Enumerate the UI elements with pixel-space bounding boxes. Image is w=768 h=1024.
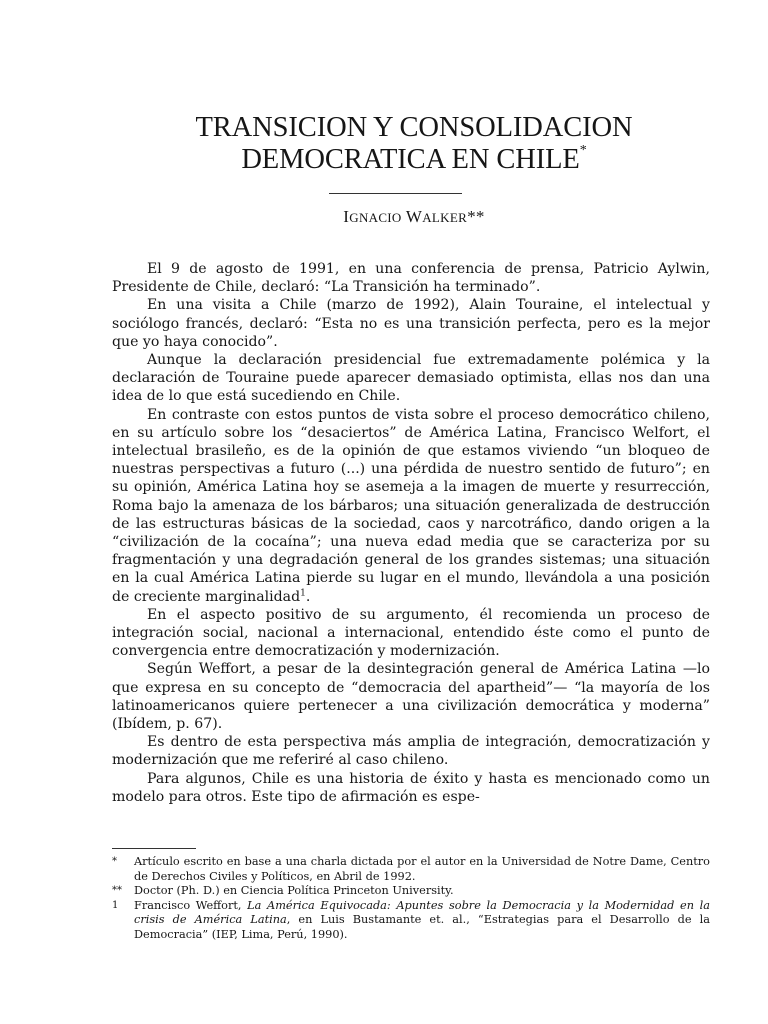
title-divider	[329, 193, 462, 194]
footnote-reference: 1	[300, 587, 306, 598]
paragraph-text: El 9 de agosto de 1991, en una conferencia de prensa, Patricio Aylwin, Presidente de Chile, declaró: “La Transición ha terminado”.	[112, 261, 710, 296]
footnote-marker: *	[112, 856, 117, 867]
paragraph-text: Para algunos, Chile es una historia de éxito y hasta es mencionado como un modelo para otros. Este tipo de afirmación es espe-	[112, 770, 710, 805]
title-line-2	[0, 144, 768, 176]
author-first-rest: GNACIO	[349, 210, 402, 225]
article-title	[0, 112, 768, 176]
footnote	[112, 899, 710, 943]
footnote-book-title: La América Equivocada: Apuntes sobre la Democracia y la Modernidad en la crisis de América Latina	[134, 898, 711, 926]
title-line-2-text: DEMOCRATICA EN CHILE	[241, 144, 580, 175]
footnote-text: Doctor (Ph. D.) en Ciencia Política Princeton University.	[134, 884, 454, 897]
body-paragraph	[112, 260, 710, 296]
footnote-text-pre: Francisco Weffort,	[134, 898, 248, 912]
paragraph-text: Es dentro de esta perspectiva más amplia de integración, democratización y modernización que me referiré al caso chileno.	[112, 734, 710, 769]
body-paragraph	[112, 351, 710, 406]
title-line-1: TRANSICION Y CONSOLIDACION	[195, 112, 633, 143]
footnotes	[112, 855, 710, 942]
footnote	[112, 884, 710, 899]
title-footnote-marker: *	[579, 143, 587, 158]
footnote-text: Artículo escrito en base a una charla dictada por el autor en la Universidad de Notre Dame, Centro de Derechos Civiles y Políticos, en Abril de 1992.	[134, 855, 710, 883]
body-paragraph	[112, 733, 710, 769]
paragraph-text: Según Weffort, a pesar de la desintegración general de América Latina —lo que expresa en su concepto de “democracia del apartheid”— “la mayoría de los latinoamericanos quiere pertenecer a una civilización democrática y moderna” (Ibídem, p. 67).	[112, 661, 710, 733]
footnote-text-post: , en Luis Bustamante et. al., “Estrategias para el Desarrollo de la Democracia” (IEP, Lima, Perú, 1990).	[134, 913, 710, 941]
paragraph-text: En el aspecto positivo de su argumento, él recomienda un proceso de integración social, nacional a internacional, entendido éste como el punto de convergencia entre democratización y modernización.	[112, 606, 710, 660]
footnote-marker: 1	[112, 899, 119, 911]
author-first-initial: I	[343, 207, 350, 226]
footnote-marker: **	[112, 885, 122, 896]
paragraph-text: En contraste con estos puntos de vista sobre el proceso democrático chileno, en su artículo sobre los “desaciertos” de América Latina, Francisco Welfort, el intelectual brasileño, es de la opinión de que estamos viviendo “un bloqueo de nuestras perspectivas a futuro (...) una pérdida de nuestro sentido de futuro”; en su opinión, América Latina hoy se asemeja a la imagen de muerte y resurrección, Roma bajo la amenaza de los bárbaros; una situación generalizada de destrucción de las estructuras básicas de la sociedad, caos y narcotráfico, dando origen a la “civilización de la cocaína”; una nueva edad media que se caracteriza por su fragmentación y una degradación general de los grandes sistemas; una situación en la cual América Latina pierde su lugar en el mundo, llevándola a una posición de creciente marginalidad	[112, 406, 710, 605]
author-last-rest: ALKER	[422, 210, 468, 225]
body-paragraph	[112, 296, 710, 351]
body-paragraph: En contraste con estos puntos de vista sobre el proceso democrático chileno, en su artículo sobre los “desaciertos” de América Latina, Francisco Welfort, el intelectual brasileño, es de la opinión de que estamos viviendo “un bloqueo de nuestras perspectivas a futuro (...) una pérdida de nuestro sentido de futuro”; en su opinión, América Latina hoy se asemeja a la imagen de muerte y resurrección, Roma bajo la amenaza de los bárbaros; una situación generalizada de destrucción de las estructuras básicas de la sociedad, caos y narcotráfico, dando origen a la “civilización de la cocaína”; una nueva edad media que se caracteriza por su fragmentación y una degradación general de los grandes sistemas; una situación en la cual América Latina pierde su lugar en el mundo, llevándola a una posición de creciente marginalidad$^1$.	[112, 406, 710, 605]
paragraph-text: En una visita a Chile (marzo de 1992), Alain Touraine, el intelectual y sociólogo francés, declaró: “Esta no es una transición perfecta, pero es la mejor que yo haya conocido”.	[112, 297, 710, 350]
author-footnote-marker: **	[467, 207, 485, 226]
paragraph-text: Aunque la declaración presidencial fue extremadamente polémica y la declaración de Touraine puede aparecer demasiado optimista, ellas nos dan una idea de lo que está sucediendo en Chile.	[112, 352, 710, 405]
footnote-divider	[112, 848, 196, 849]
body-paragraph	[112, 606, 710, 661]
author-last-initial: W	[405, 207, 423, 226]
article-body	[112, 260, 710, 806]
footnote	[112, 855, 710, 884]
body-paragraph	[112, 660, 710, 733]
author-name	[0, 206, 768, 229]
body-paragraph	[112, 770, 710, 806]
